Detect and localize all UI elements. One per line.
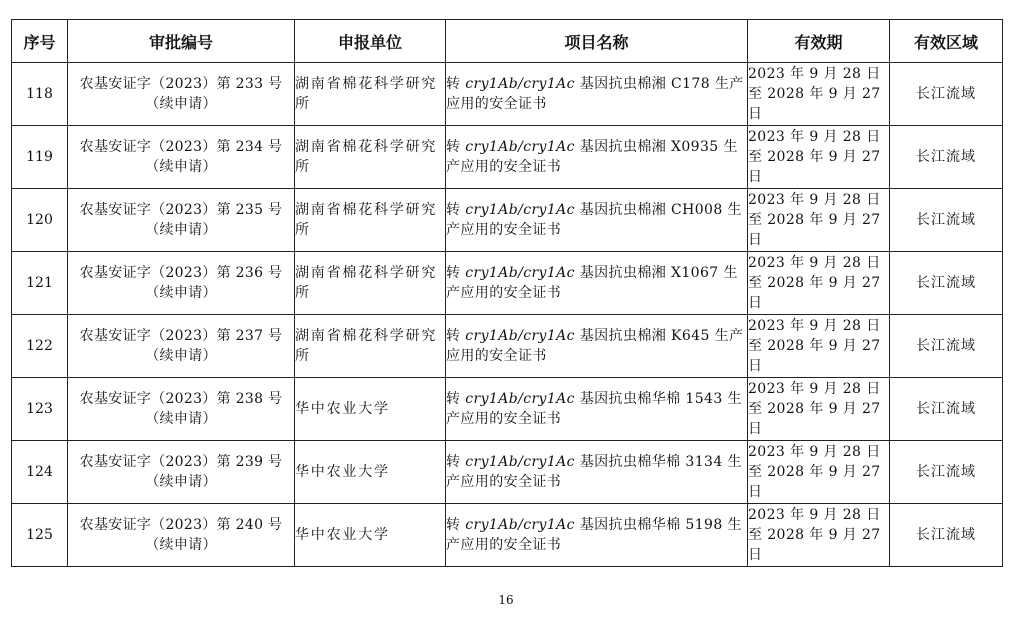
validity-start: 2023 年 9 月 28 日 bbox=[748, 255, 881, 271]
validity-end: 至 2028 年 9 月 27 bbox=[748, 464, 881, 480]
validity-end: 至 2028 年 9 月 27 bbox=[748, 212, 881, 228]
project-name-suffix: 基因抗虫棉华棉 1543 生产应用的安全证书 bbox=[446, 391, 742, 427]
serial-number: 125 bbox=[12, 504, 68, 567]
project-name bbox=[446, 126, 748, 189]
validity-end-day: 日 bbox=[748, 484, 763, 500]
renewal-note: （续申请） bbox=[145, 285, 217, 301]
validity-start: 2023 年 9 月 28 日 bbox=[748, 192, 881, 208]
validity-period bbox=[748, 63, 890, 126]
header-project-name: 项目名称 bbox=[446, 20, 748, 63]
approval-number bbox=[68, 126, 295, 189]
approval-number-line: 农基安证字（2023）第 236 号 bbox=[79, 265, 283, 281]
project-name bbox=[446, 378, 748, 441]
validity-start: 2023 年 9 月 28 日 bbox=[748, 381, 881, 397]
approval-number-line: 农基安证字（2023）第 233 号 bbox=[79, 76, 283, 92]
approval-number-line: 农基安证字（2023）第 237 号 bbox=[79, 328, 283, 344]
table-row bbox=[12, 252, 1003, 315]
project-name-suffix: 基因抗虫棉湘 K645 生产应用的安全证书 bbox=[446, 328, 744, 364]
header-serial-number: 序号 bbox=[12, 20, 68, 63]
valid-region: 长江流域 bbox=[890, 189, 1003, 252]
approval-number-line: 农基安证字（2023）第 239 号 bbox=[79, 454, 283, 470]
project-name-prefix: 转 bbox=[446, 202, 466, 218]
applicant-unit: 湖南省棉花科学研究所 bbox=[295, 126, 446, 189]
renewal-note: （续申请） bbox=[145, 96, 217, 112]
table-row bbox=[12, 504, 1003, 567]
approval-number bbox=[68, 378, 295, 441]
validity-period bbox=[748, 126, 890, 189]
approval-number bbox=[68, 315, 295, 378]
gene-name: cry1Ab/cry1Ac bbox=[465, 328, 575, 344]
project-name-prefix: 转 bbox=[446, 265, 466, 281]
serial-number: 121 bbox=[12, 252, 68, 315]
validity-end: 至 2028 年 9 月 27 bbox=[748, 86, 881, 102]
serial-number: 118 bbox=[12, 63, 68, 126]
renewal-note: （续申请） bbox=[145, 411, 217, 427]
project-name bbox=[446, 315, 748, 378]
gene-name: cry1Ab/cry1Ac bbox=[465, 139, 575, 155]
project-name-prefix: 转 bbox=[446, 328, 466, 344]
gene-name: cry1Ab/cry1Ac bbox=[465, 517, 575, 533]
validity-period bbox=[748, 189, 890, 252]
project-name-suffix: 基因抗虫棉湘 X1067 生产应用的安全证书 bbox=[446, 265, 738, 301]
approval-number bbox=[68, 441, 295, 504]
project-name-suffix: 基因抗虫棉湘 CH008 生产应用的安全证书 bbox=[446, 202, 742, 238]
approval-number-line: 农基安证字（2023）第 240 号 bbox=[79, 517, 283, 533]
project-name-suffix: 基因抗虫棉华棉 5198 生产应用的安全证书 bbox=[446, 517, 742, 553]
table-row bbox=[12, 378, 1003, 441]
header-applicant: 申报单位 bbox=[295, 20, 446, 63]
gene-name: cry1Ab/cry1Ac bbox=[465, 454, 575, 470]
validity-start: 2023 年 9 月 28 日 bbox=[748, 507, 881, 523]
gene-name: cry1Ab/cry1Ac bbox=[465, 202, 575, 218]
applicant-unit: 湖南省棉花科学研究所 bbox=[295, 252, 446, 315]
applicant-unit: 湖南省棉花科学研究所 bbox=[295, 63, 446, 126]
validity-end-day: 日 bbox=[748, 232, 763, 248]
renewal-note: （续申请） bbox=[145, 348, 217, 364]
project-name-suffix: 基因抗虫棉湘 X0935 生产应用的安全证书 bbox=[446, 139, 738, 175]
renewal-note: （续申请） bbox=[145, 222, 217, 238]
renewal-note: （续申请） bbox=[145, 474, 217, 490]
project-name-prefix: 转 bbox=[446, 454, 466, 470]
gene-name: cry1Ab/cry1Ac bbox=[465, 76, 575, 92]
validity-end-day: 日 bbox=[748, 295, 763, 311]
validity-start: 2023 年 9 月 28 日 bbox=[748, 66, 881, 82]
validity-end: 至 2028 年 9 月 27 bbox=[748, 275, 881, 291]
header-approval-number: 审批编号 bbox=[68, 20, 295, 63]
serial-number: 122 bbox=[12, 315, 68, 378]
validity-end-day: 日 bbox=[748, 169, 763, 185]
page-number: 16 bbox=[498, 593, 514, 607]
applicant-unit: 华中农业大学 bbox=[295, 378, 446, 441]
applicant-unit: 湖南省棉花科学研究所 bbox=[295, 315, 446, 378]
table-row bbox=[12, 126, 1003, 189]
approval-number-line: 农基安证字（2023）第 235 号 bbox=[79, 202, 283, 218]
project-name bbox=[446, 63, 748, 126]
validity-end-day: 日 bbox=[748, 358, 763, 374]
table-row bbox=[12, 189, 1003, 252]
serial-number: 123 bbox=[12, 378, 68, 441]
serial-number: 120 bbox=[12, 189, 68, 252]
project-name-prefix: 转 bbox=[446, 76, 466, 92]
validity-end: 至 2028 年 9 月 27 bbox=[748, 527, 881, 543]
approval-number bbox=[68, 189, 295, 252]
approval-number bbox=[68, 504, 295, 567]
header-validity-period: 有效期 bbox=[748, 20, 890, 63]
applicant-unit: 华中农业大学 bbox=[295, 441, 446, 504]
approval-number bbox=[68, 252, 295, 315]
project-name-suffix: 基因抗虫棉湘 C178 生产应用的安全证书 bbox=[446, 76, 744, 112]
valid-region: 长江流域 bbox=[890, 126, 1003, 189]
serial-number: 124 bbox=[12, 441, 68, 504]
validity-period bbox=[748, 441, 890, 504]
validity-period bbox=[748, 315, 890, 378]
approval-number-line: 农基安证字（2023）第 238 号 bbox=[79, 391, 283, 407]
header-row bbox=[12, 20, 1003, 63]
certificate-table bbox=[11, 19, 1003, 567]
approval-number bbox=[68, 63, 295, 126]
valid-region: 长江流域 bbox=[890, 252, 1003, 315]
approval-number-line: 农基安证字（2023）第 234 号 bbox=[79, 139, 283, 155]
project-name-suffix: 基因抗虫棉华棉 3134 生产应用的安全证书 bbox=[446, 454, 742, 490]
project-name bbox=[446, 441, 748, 504]
validity-end-day: 日 bbox=[748, 421, 763, 437]
table-row bbox=[12, 63, 1003, 126]
gene-name: cry1Ab/cry1Ac bbox=[465, 265, 575, 281]
validity-end: 至 2028 年 9 月 27 bbox=[748, 401, 881, 417]
project-name-prefix: 转 bbox=[446, 391, 466, 407]
valid-region: 长江流域 bbox=[890, 315, 1003, 378]
validity-start: 2023 年 9 月 28 日 bbox=[748, 444, 881, 460]
validity-end-day: 日 bbox=[748, 547, 763, 563]
renewal-note: （续申请） bbox=[145, 159, 217, 175]
validity-start: 2023 年 9 月 28 日 bbox=[748, 129, 881, 145]
applicant-unit: 华中农业大学 bbox=[295, 504, 446, 567]
valid-region: 长江流域 bbox=[890, 378, 1003, 441]
serial-number: 119 bbox=[12, 126, 68, 189]
validity-period bbox=[748, 252, 890, 315]
validity-end: 至 2028 年 9 月 27 bbox=[748, 338, 881, 354]
validity-period bbox=[748, 504, 890, 567]
table-row bbox=[12, 315, 1003, 378]
valid-region: 长江流域 bbox=[890, 63, 1003, 126]
project-name bbox=[446, 504, 748, 567]
project-name bbox=[446, 252, 748, 315]
validity-end: 至 2028 年 9 月 27 bbox=[748, 149, 881, 165]
validity-end-day: 日 bbox=[748, 106, 763, 122]
project-name bbox=[446, 189, 748, 252]
table-row bbox=[12, 441, 1003, 504]
header-valid-region: 有效区域 bbox=[890, 20, 1003, 63]
project-name-prefix: 转 bbox=[446, 139, 466, 155]
applicant-unit: 湖南省棉花科学研究所 bbox=[295, 189, 446, 252]
project-name-prefix: 转 bbox=[446, 517, 466, 533]
valid-region: 长江流域 bbox=[890, 504, 1003, 567]
gene-name: cry1Ab/cry1Ac bbox=[465, 391, 575, 407]
renewal-note: （续申请） bbox=[145, 537, 217, 553]
validity-period bbox=[748, 378, 890, 441]
validity-start: 2023 年 9 月 28 日 bbox=[748, 318, 881, 334]
valid-region: 长江流域 bbox=[890, 441, 1003, 504]
